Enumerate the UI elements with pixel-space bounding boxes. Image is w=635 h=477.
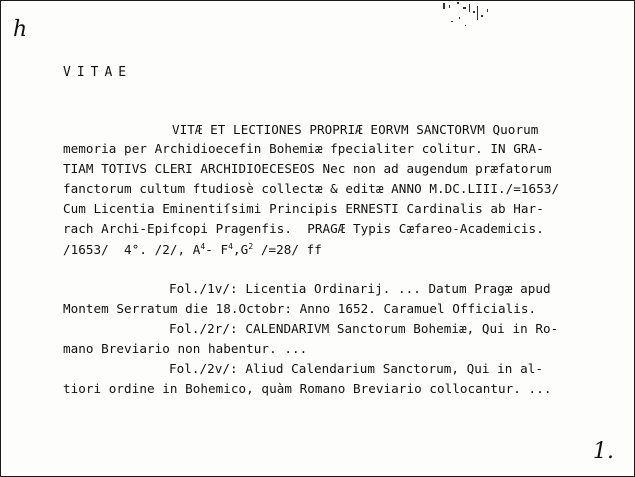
collation-suffix: /=28/ ff (253, 242, 322, 257)
folio-line: Fol./2r/: CALENDARIVM Sanctorum Bohemiæ, Qui in Ro- (169, 321, 559, 336)
signature-superscript: 4 (200, 242, 206, 251)
collation-line (63, 243, 322, 257)
folio-line: Montem Serratum die 18.Octobr: Anno 1652. Caramuel Officialis. (63, 301, 537, 316)
page-number: 1. (592, 439, 614, 464)
entry-line: memoria per Archidioecefin Bohemiæ fpecialiter colitur. IN GRA- (63, 141, 544, 156)
collation-separator: - F (205, 242, 229, 257)
section-heading: VITAE (63, 65, 133, 80)
folio-line: tiori ordine in Bohemico, quàm Romano Breviario collocantur. ... (63, 381, 552, 396)
corner-handwritten-mark: h (13, 17, 28, 42)
collation-separator: ,G (233, 242, 249, 257)
entry-line: TIAM TOTIVS CLERI ARCHIDIOECESEOS Nec non ad augendum præfatorum (63, 161, 552, 176)
signature-superscript: 2 (248, 242, 254, 251)
entry-line: VITÆ ET LECTIONES PROPRIÆ EORVM SANCTORVM Quorum (172, 122, 539, 137)
folio-line: mano Breviario non habentur. ... (63, 341, 308, 356)
folio-line: Fol./1v/: Licentia Ordinarij. ... Datum Pragæ apud (169, 281, 551, 296)
entry-line: fanctorum cultum ftudiosè collectæ & editæ ANNO M.DC.LIII./=1653/ (63, 181, 560, 196)
entry-line: Cum Licentia Eminentiſsimi Principis ERNESTI Cardinalis ab Har- (63, 201, 544, 216)
ink-stamp-speckle (429, 1, 499, 41)
folio-line: Fol./2v/: Aliud Calendarium Sanctorum, Qui in al- (169, 361, 543, 376)
entry-line: rach Archi-Epifcopi Pragenfis. PRAGÆ Typis Cæfareo-Academicis. (63, 221, 544, 236)
collation-prefix: /1653/ 4°. /2/, A (63, 242, 201, 257)
signature-superscript: 4 (228, 242, 234, 251)
